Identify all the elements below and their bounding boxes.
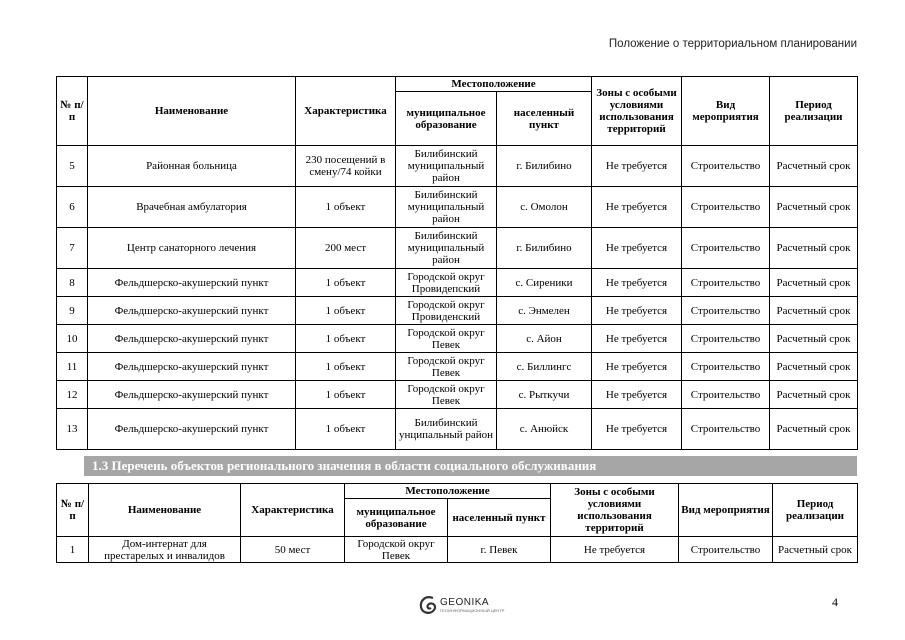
cell-period: Расчетный срок bbox=[770, 353, 858, 381]
cell-period: Расчетный срок bbox=[773, 537, 858, 563]
cell-type: Строительство bbox=[682, 409, 770, 450]
cell-municipal: Билибинский муниципальный район bbox=[396, 146, 497, 187]
col-header-zones: Зоны с особыми условиями использования территорий bbox=[592, 77, 682, 146]
col-header-settlement: населенный пункт bbox=[448, 499, 551, 537]
cell-zones: Не требуется bbox=[592, 325, 682, 353]
cell-zones: Не требуется bbox=[592, 297, 682, 325]
cell-num: 10 bbox=[57, 325, 88, 353]
cell-type: Строительство bbox=[679, 537, 773, 563]
cell-period: Расчетный срок bbox=[770, 297, 858, 325]
col-header-name: Наименование bbox=[88, 77, 296, 146]
cell-name: Фельдшерско-акушерский пункт bbox=[88, 325, 296, 353]
cell-name: Фельдшерско-акушерский пункт bbox=[88, 269, 296, 297]
cell-settlement: г. Билибино bbox=[497, 146, 592, 187]
cell-name: Дом-интернат для престарелых и инвалидов bbox=[89, 537, 241, 563]
table-row bbox=[57, 325, 858, 353]
page-number: 4 bbox=[832, 595, 838, 609]
cell-num: 13 bbox=[57, 409, 88, 450]
cell-char: 200 мест bbox=[296, 228, 396, 269]
cell-settlement: с. Анюйск bbox=[497, 409, 592, 450]
cell-zones: Не требуется bbox=[592, 409, 682, 450]
col-header-zones: Зоны с особыми условиями использования территорий bbox=[551, 484, 679, 537]
cell-settlement: г. Певек bbox=[448, 537, 551, 563]
cell-period: Расчетный срок bbox=[770, 381, 858, 409]
cell-char: 230 посещений в смену/74 койки bbox=[296, 146, 396, 187]
running-header: Положение о территориальном планировании bbox=[608, 38, 857, 50]
col-header-char: Характеристика bbox=[296, 77, 396, 146]
cell-type: Строительство bbox=[682, 228, 770, 269]
cell-period: Расчетный срок bbox=[770, 187, 858, 228]
col-header-type: Вид мероприятия bbox=[679, 484, 773, 537]
social-facilities-table bbox=[56, 483, 858, 563]
col-header-period: Период реализации bbox=[770, 77, 858, 146]
cell-period: Расчетный срок bbox=[770, 269, 858, 297]
cell-char: 1 объект bbox=[296, 297, 396, 325]
section-banner: 1.3 Перечень объектов регионального значения в области социального обслуживания bbox=[84, 456, 857, 476]
cell-name: Районная больница bbox=[88, 146, 296, 187]
cell-period: Расчетный срок bbox=[770, 228, 858, 269]
cell-type: Строительство bbox=[682, 297, 770, 325]
table-row bbox=[57, 146, 858, 187]
col-header-period: Период реализации bbox=[773, 484, 858, 537]
cell-settlement: с. Сиреники bbox=[497, 269, 592, 297]
cell-num: 8 bbox=[57, 269, 88, 297]
table-row bbox=[57, 228, 858, 269]
cell-municipal: Билибинский унципальный район bbox=[396, 409, 497, 450]
cell-municipal: Билибинский муниципальный район bbox=[396, 187, 497, 228]
cell-zones: Не требуется bbox=[592, 146, 682, 187]
cell-char: 50 мест bbox=[241, 537, 345, 563]
cell-num: 1 bbox=[57, 537, 89, 563]
cell-settlement: г. Билибино bbox=[497, 228, 592, 269]
cell-char: 1 объект bbox=[296, 187, 396, 228]
col-header-municipal: муниципальное образование bbox=[345, 499, 448, 537]
cell-num: 6 bbox=[57, 187, 88, 228]
col-header-location: Местоположение bbox=[345, 484, 551, 499]
table-row bbox=[57, 297, 858, 325]
col-header-num: № п/п bbox=[57, 77, 88, 146]
spiral-logo-icon bbox=[419, 594, 437, 616]
cell-zones: Не требуется bbox=[592, 187, 682, 228]
cell-settlement: с. Энмелен bbox=[497, 297, 592, 325]
col-header-name: Наименование bbox=[89, 484, 241, 537]
cell-period: Расчетный срок bbox=[770, 409, 858, 450]
cell-municipal: Городской округ Провидепский bbox=[396, 269, 497, 297]
cell-type: Строительство bbox=[682, 269, 770, 297]
cell-zones: Не требуется bbox=[592, 269, 682, 297]
cell-municipal: Городской округ Певек bbox=[396, 325, 497, 353]
col-header-settlement: населенный пункт bbox=[497, 92, 592, 146]
cell-type: Строительство bbox=[682, 381, 770, 409]
cell-name: Фельдшерско-акушерский пункт bbox=[88, 381, 296, 409]
cell-type: Строительство bbox=[682, 146, 770, 187]
cell-type: Строительство bbox=[682, 353, 770, 381]
col-header-char: Характеристика bbox=[241, 484, 345, 537]
cell-settlement: с. Омолон bbox=[497, 187, 592, 228]
cell-name: Фельдшерско-акушерский пункт bbox=[88, 353, 296, 381]
cell-period: Расчетный срок bbox=[770, 146, 858, 187]
col-header-type: Вид мероприятия bbox=[682, 77, 770, 146]
cell-zones: Не требуется bbox=[592, 353, 682, 381]
health-facilities-table bbox=[56, 76, 858, 450]
table-row bbox=[57, 353, 858, 381]
cell-settlement: с. Биллингс bbox=[497, 353, 592, 381]
table-row bbox=[57, 187, 858, 228]
cell-char: 1 объект bbox=[296, 381, 396, 409]
cell-char: 1 объект bbox=[296, 409, 396, 450]
cell-name: Фельдшерско-акушерский пункт bbox=[88, 409, 296, 450]
cell-municipal: Городской округ Провиденский bbox=[396, 297, 497, 325]
cell-zones: Не требуется bbox=[592, 381, 682, 409]
col-header-municipal: муниципальное образование bbox=[396, 92, 497, 146]
cell-num: 9 bbox=[57, 297, 88, 325]
logo-brand-text: GEONIKA bbox=[440, 597, 490, 608]
cell-num: 5 bbox=[57, 146, 88, 187]
cell-zones: Не требуется bbox=[592, 228, 682, 269]
geonika-logo bbox=[419, 594, 504, 616]
cell-num: 11 bbox=[57, 353, 88, 381]
cell-type: Строительство bbox=[682, 187, 770, 228]
cell-period: Расчетный срок bbox=[770, 325, 858, 353]
col-header-location: Местоположение bbox=[396, 77, 592, 92]
table-row bbox=[57, 381, 858, 409]
cell-zones: Не требуется bbox=[551, 537, 679, 563]
cell-char: 1 объект bbox=[296, 353, 396, 381]
cell-num: 7 bbox=[57, 228, 88, 269]
cell-municipal: Городской округ Певек bbox=[396, 353, 497, 381]
cell-char: 1 объект bbox=[296, 325, 396, 353]
cell-char: 1 объект bbox=[296, 269, 396, 297]
cell-name: Центр санаторного лечения bbox=[88, 228, 296, 269]
table-row bbox=[57, 269, 858, 297]
table-row bbox=[57, 409, 858, 450]
cell-num: 12 bbox=[57, 381, 88, 409]
cell-name: Врачебная амбулатория bbox=[88, 187, 296, 228]
col-header-num: № п/п bbox=[57, 484, 89, 537]
cell-municipal: Билибинский муниципальный район bbox=[396, 228, 497, 269]
cell-settlement: с. Рыткучи bbox=[497, 381, 592, 409]
cell-municipal: Городской округ Певек bbox=[345, 537, 448, 563]
cell-municipal: Городской округ Певек bbox=[396, 381, 497, 409]
table-row bbox=[57, 537, 858, 563]
cell-settlement: с. Айон bbox=[497, 325, 592, 353]
logo-subtext: ГЕОИНФОРМАЦИОННЫЙ ЦЕНТР bbox=[440, 608, 505, 613]
cell-name: Фельдшерско-акушерский пункт bbox=[88, 297, 296, 325]
cell-type: Строительство bbox=[682, 325, 770, 353]
